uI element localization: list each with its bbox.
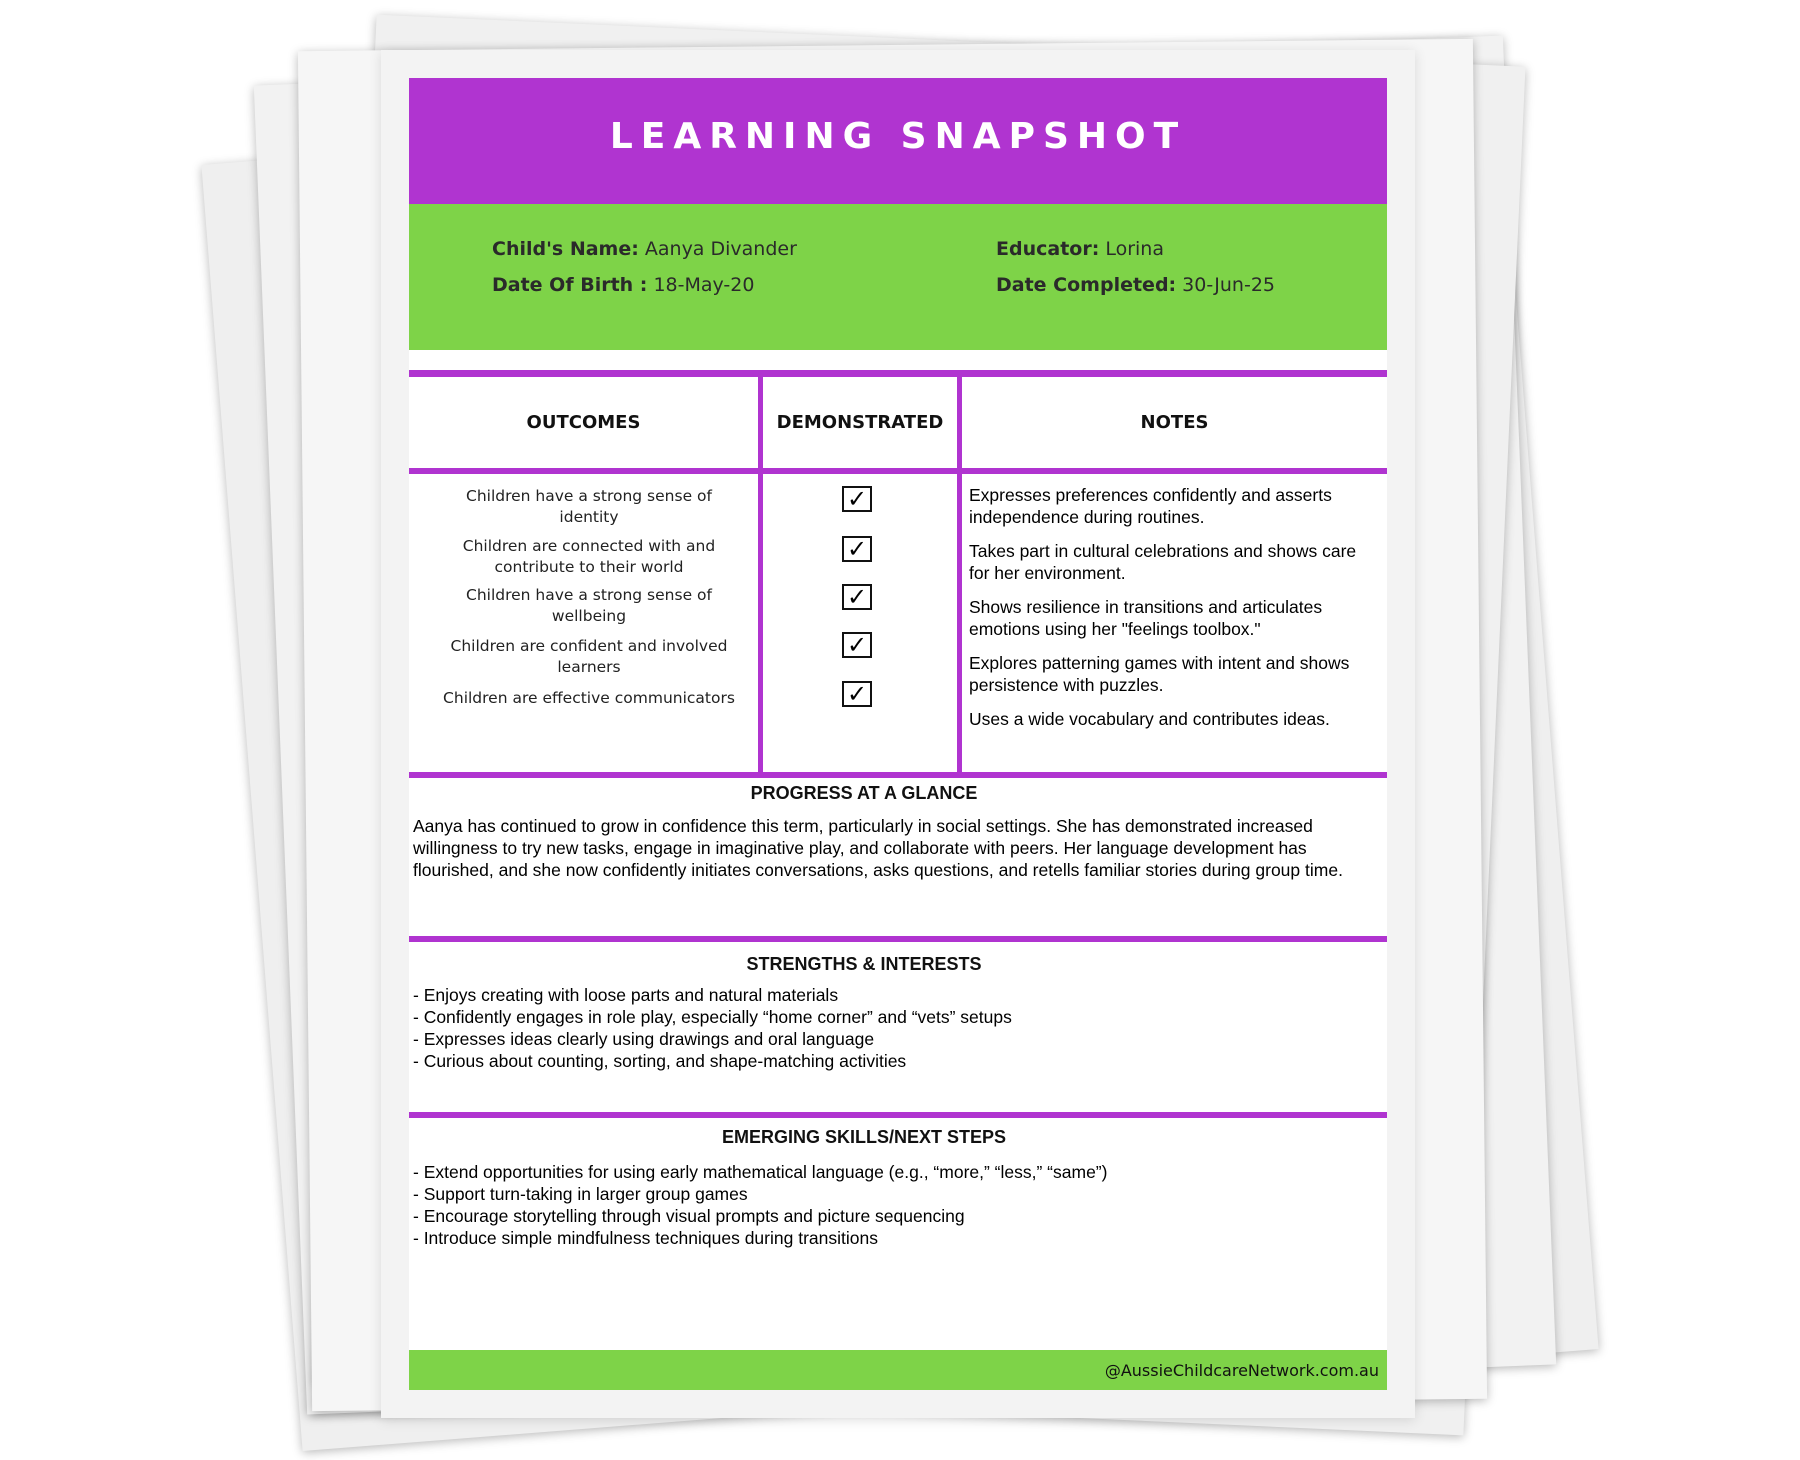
section-divider — [409, 1112, 1387, 1118]
list-item: - Curious about counting, sorting, and shape-matching activities — [413, 1051, 907, 1071]
table-bottom-border — [409, 772, 1387, 778]
progress-text: Aanya has continued to grow in confidence this term, particularly in social settings. She has demonstrated increased willingness to try new tasks, engage in imaginative play, and collaborate with peers. Her language development has flourished, and she now confidently initiates conversations, asks questions, and retells familiar stories during group time. — [413, 816, 1343, 880]
demonstrated-checkbox-learners[interactable]: ✓ — [842, 632, 872, 658]
list-item: - Confidently engages in role play, especially “home corner” and “vets” setups — [413, 1007, 1012, 1027]
note-wellbeing: Shows resilience in transitions and articulates emotions using her "feelings toolbox." — [969, 597, 1323, 639]
demonstrated-checkbox-wellbeing[interactable]: ✓ — [842, 584, 872, 610]
note-connected: Takes part in cultural celebrations and shows care for her environment. — [969, 541, 1357, 583]
outcome-learners: Children are confident and involved learners — [450, 637, 728, 676]
list-item: - Support turn-taking in larger group games — [413, 1184, 748, 1204]
date-completed-value: 30-Jun-25 — [1176, 274, 1275, 296]
strengths-title: STRENGTHS & INTERESTS — [746, 954, 982, 974]
date-completed-field — [996, 274, 1275, 296]
educator-label: Educator: — [996, 238, 1100, 260]
list-item: - Introduce simple mindfulness techniques during transitions — [413, 1228, 878, 1248]
outcome-connected: Children are connected with and contribute to their world — [462, 537, 716, 576]
child-name-value: Aanya Divander — [638, 238, 797, 260]
header-notes: NOTES — [1140, 411, 1209, 433]
learning-snapshot-document — [409, 78, 1387, 1390]
child-name-label: Child's Name: — [492, 238, 639, 260]
demonstrated-checkbox-identity[interactable]: ✓ — [842, 486, 872, 512]
dob-label: Date Of Birth : — [492, 274, 648, 296]
table-top-border — [409, 370, 1387, 377]
list-item: - Encourage storytelling through visual prompts and picture sequencing — [413, 1206, 965, 1226]
demonstrated-checkbox-connected[interactable]: ✓ — [842, 536, 872, 562]
next-steps-list — [413, 1161, 1378, 1249]
outcome-communicators: Children are effective communicators — [443, 689, 735, 707]
header-demonstrated: DEMONSTRATED — [776, 411, 944, 433]
strengths-list — [413, 984, 1378, 1072]
footer-credit: @AussieChildcareNetwork.com.au — [1104, 1360, 1379, 1380]
educator-field — [996, 238, 1164, 260]
section-divider — [409, 936, 1387, 942]
child-info-panel — [409, 204, 1387, 350]
table-header-border — [409, 468, 1387, 474]
child-name-field — [492, 238, 797, 260]
document-title: LEARNING SNAPSHOT — [409, 78, 1387, 204]
progress-title: PROGRESS AT A GLANCE — [750, 783, 978, 803]
list-item: - Enjoys creating with loose parts and natural materials — [413, 985, 839, 1005]
outcome-wellbeing: Children have a strong sense of wellbeing — [466, 586, 712, 625]
next-steps-title: EMERGING SKILLS/NEXT STEPS — [721, 1127, 1007, 1147]
note-communicators: Uses a wide vocabulary and contributes ideas. — [969, 709, 1330, 729]
list-item: - Expresses ideas clearly using drawings and oral language — [413, 1029, 875, 1049]
footer-bar — [409, 1350, 1387, 1390]
note-learners: Explores patterning games with intent and shows persistence with puzzles. — [969, 653, 1350, 695]
dob-value: 18-May-20 — [647, 274, 755, 296]
header-outcomes: OUTCOMES — [526, 411, 641, 433]
date-completed-label: Date Completed: — [996, 274, 1177, 296]
list-item: - Extend opportunities for using early mathematical language (e.g., “more,” “less,” “same”) — [413, 1162, 1108, 1182]
outcome-identity: Children have a strong sense of identity — [466, 487, 712, 526]
outcomes-table — [409, 370, 1387, 778]
note-identity: Expresses preferences confidently and asserts independence during routines. — [969, 485, 1332, 527]
demonstrated-checkbox-communicators[interactable]: ✓ — [842, 681, 872, 707]
educator-value: Lorina — [1099, 238, 1164, 260]
dob-field — [492, 274, 754, 296]
